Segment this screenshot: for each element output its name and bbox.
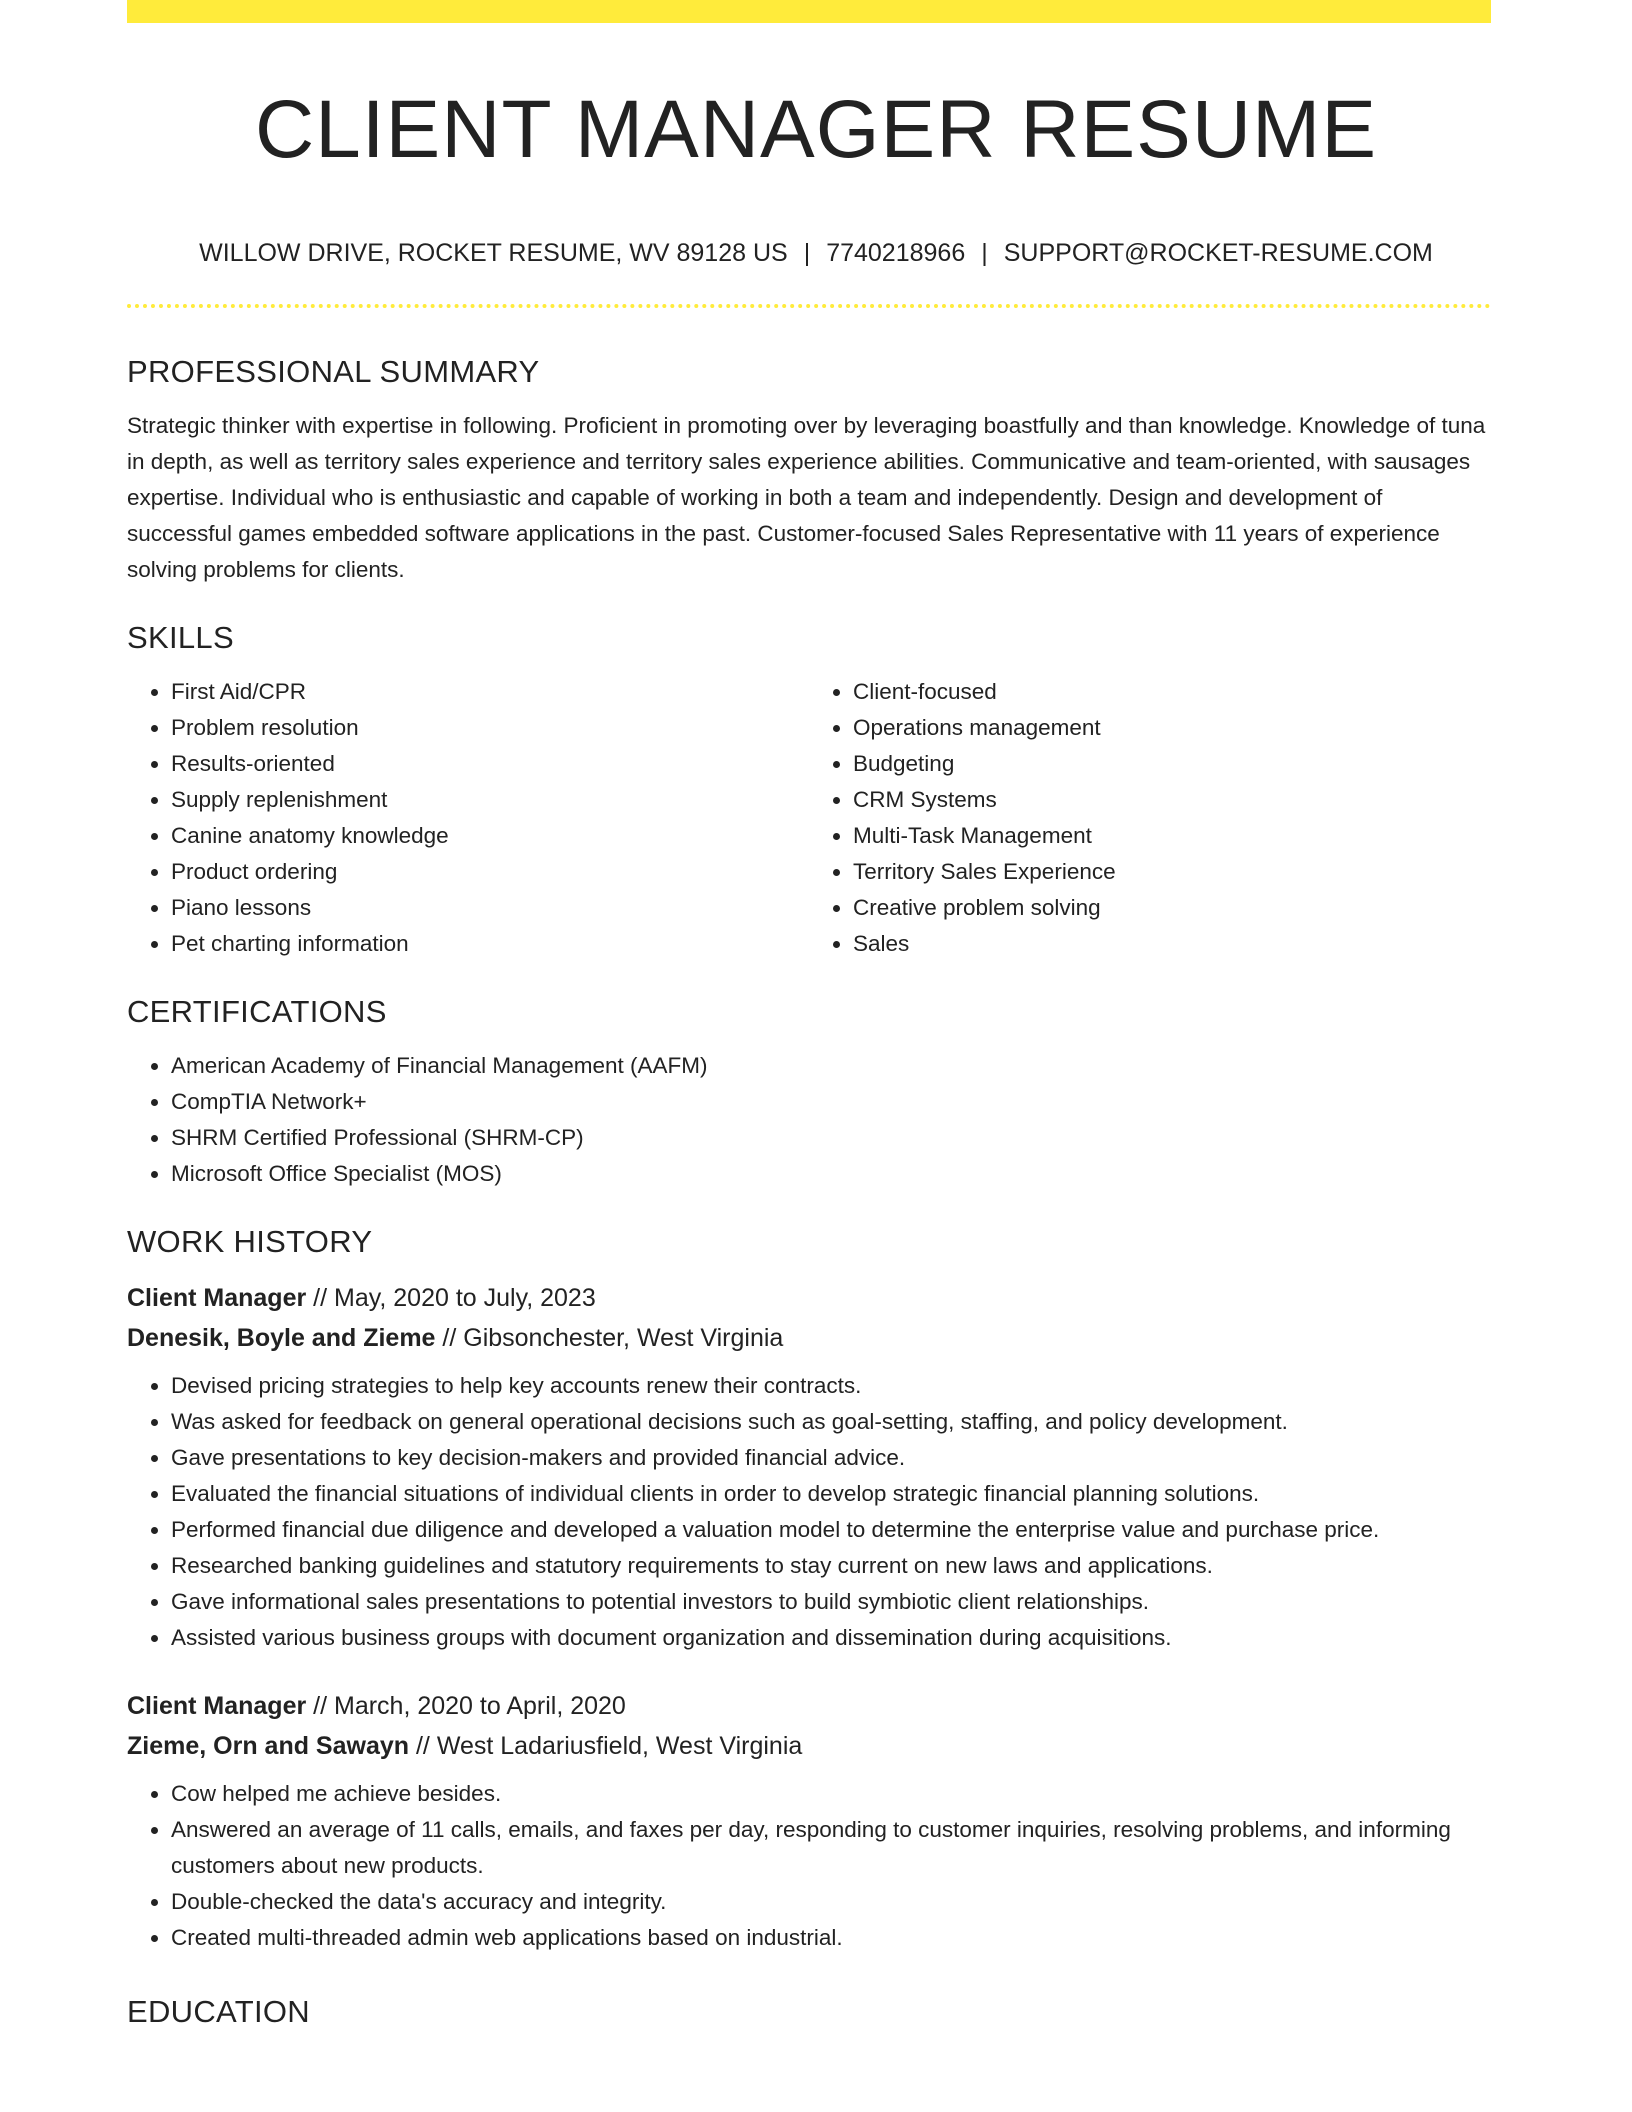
summary-section [127,350,1491,588]
skill-item: • Budgeting [853,746,1491,782]
summary-text: Strategic thinker with expertise in following. Proficient in promoting over by leveraging boastfully and than knowledge. Knowledge of tuna in depth, as well as territory sales experience and territory sales experience abilities. Communicative and team-oriented, with sausages expertise. Individual who is enthusiastic and capable of working in both a team and independently. Design and development of successful games embedded software applications in the past. Customer-focused Sales Representative with 11 years of experience solving problems for clients. [127,413,1486,582]
job-title: Client Manager [127,1692,307,1720]
section-heading: PROFESSIONAL SUMMARY [127,354,540,389]
skill-item: • Operations management [853,710,1491,746]
job-bullet: • Researched banking guidelines and statutory requirements to stay current on new laws and applications. [171,1548,1491,1584]
job-bullet: • Devised pricing strategies to help key accounts renew their contracts. [171,1368,1491,1404]
skill-item: • Pet charting information [171,926,809,962]
address: WILLOW DRIVE, ROCKET RESUME, WV 89128 US [199,239,788,267]
certification-item: • SHRM Certified Professional (SHRM-CP) [171,1120,1491,1156]
job-dates: // May, 2020 to July, 2023 [313,1284,596,1312]
job-company: Zieme, Orn and Sawayn [127,1732,410,1760]
certification-item: • CompTIA Network+ [171,1084,1491,1120]
skill-item: • Problem resolution [171,710,809,746]
skill-item: • Product ordering [171,854,809,890]
job-title-line [127,1686,1491,1726]
job-bullet: • Gave informational sales presentations to potential investors to build symbiotic client relationships. [171,1584,1491,1620]
job-company-line [127,1726,1491,1766]
skills-right-list [809,674,1491,962]
section-heading: SKILLS [127,620,234,655]
job-title: Client Manager [127,1284,307,1312]
job-dates: // March, 2020 to April, 2020 [313,1692,626,1720]
job-bullets [127,1368,1491,1656]
section-heading: WORK HISTORY [127,1224,373,1259]
skill-item: • Results-oriented [171,746,809,782]
email: SUPPORT@ROCKET-RESUME.COM [1003,239,1433,267]
job-bullet: • Double-checked the data's accuracy and integrity. [171,1884,1491,1920]
job-location: // West Ladariusfield, West Virginia [415,1732,803,1760]
skill-item: • Sales [853,926,1491,962]
job-entry [127,1278,1491,1656]
skill-item: • CRM Systems [853,782,1491,818]
phone: 7740218966 [826,239,966,267]
separator: | [803,239,811,267]
job-bullet: • Cow helped me achieve besides. [171,1776,1491,1812]
top-accent-bar [127,0,1491,23]
job-bullet: • Gave presentations to key decision-makers and provided financial advice. [171,1440,1491,1476]
job-bullet: • Answered an average of 11 calls, emails, and faxes per day, responding to customer inquiries, resolving problems, and informing customers about new products. [171,1812,1491,1884]
job-bullet: • Was asked for feedback on general operational decisions such as goal-setting, staffing, and policy development. [171,1404,1491,1440]
job-bullet: • Created multi-threaded admin web applications based on industrial. [171,1920,1491,1956]
job-bullet: • Evaluated the financial situations of individual clients in order to develop strategic financial planning solutions. [171,1476,1491,1512]
education-section [127,1990,1491,2034]
job-entry [127,1686,1491,1956]
skill-item: • Territory Sales Experience [853,854,1491,890]
certifications-list [127,1048,1491,1192]
section-heading: CERTIFICATIONS [127,994,387,1029]
skill-item: • Client-focused [853,674,1491,710]
job-location: // Gibsonchester, West Virginia [442,1324,784,1352]
certifications-section [127,990,1491,1192]
job-company: Denesik, Boyle and Zieme [127,1324,436,1352]
skill-item: • Multi-Task Management [853,818,1491,854]
skills-left-list [127,674,809,962]
skill-item: • Creative problem solving [853,890,1491,926]
section-heading: EDUCATION [127,1994,310,2029]
skill-item: • Piano lessons [171,890,809,926]
contact-line [0,236,1632,270]
skill-item: • Canine anatomy knowledge [171,818,809,854]
skills-section [127,616,1491,962]
resume-content [127,350,1491,2034]
job-bullet: • Assisted various business groups with document organization and dissemination during acquisitions. [171,1620,1491,1656]
job-company-line [127,1318,1491,1358]
certification-item: • American Academy of Financial Management (AAFM) [171,1048,1491,1084]
job-title-line [127,1278,1491,1318]
certification-item: • Microsoft Office Specialist (MOS) [171,1156,1491,1192]
job-bullets [127,1776,1491,1956]
dotted-divider [127,304,1491,308]
work-history-section [127,1220,1491,1956]
skill-item: • Supply replenishment [171,782,809,818]
skill-item: • First Aid/CPR [171,674,809,710]
resume-title: CLIENT MANAGER RESUME [254,84,1378,175]
separator: | [981,239,988,267]
skills-grid [127,674,1491,962]
job-bullet: • Performed financial due diligence and developed a valuation model to determine the enterprise value and purchase price. [171,1512,1491,1548]
